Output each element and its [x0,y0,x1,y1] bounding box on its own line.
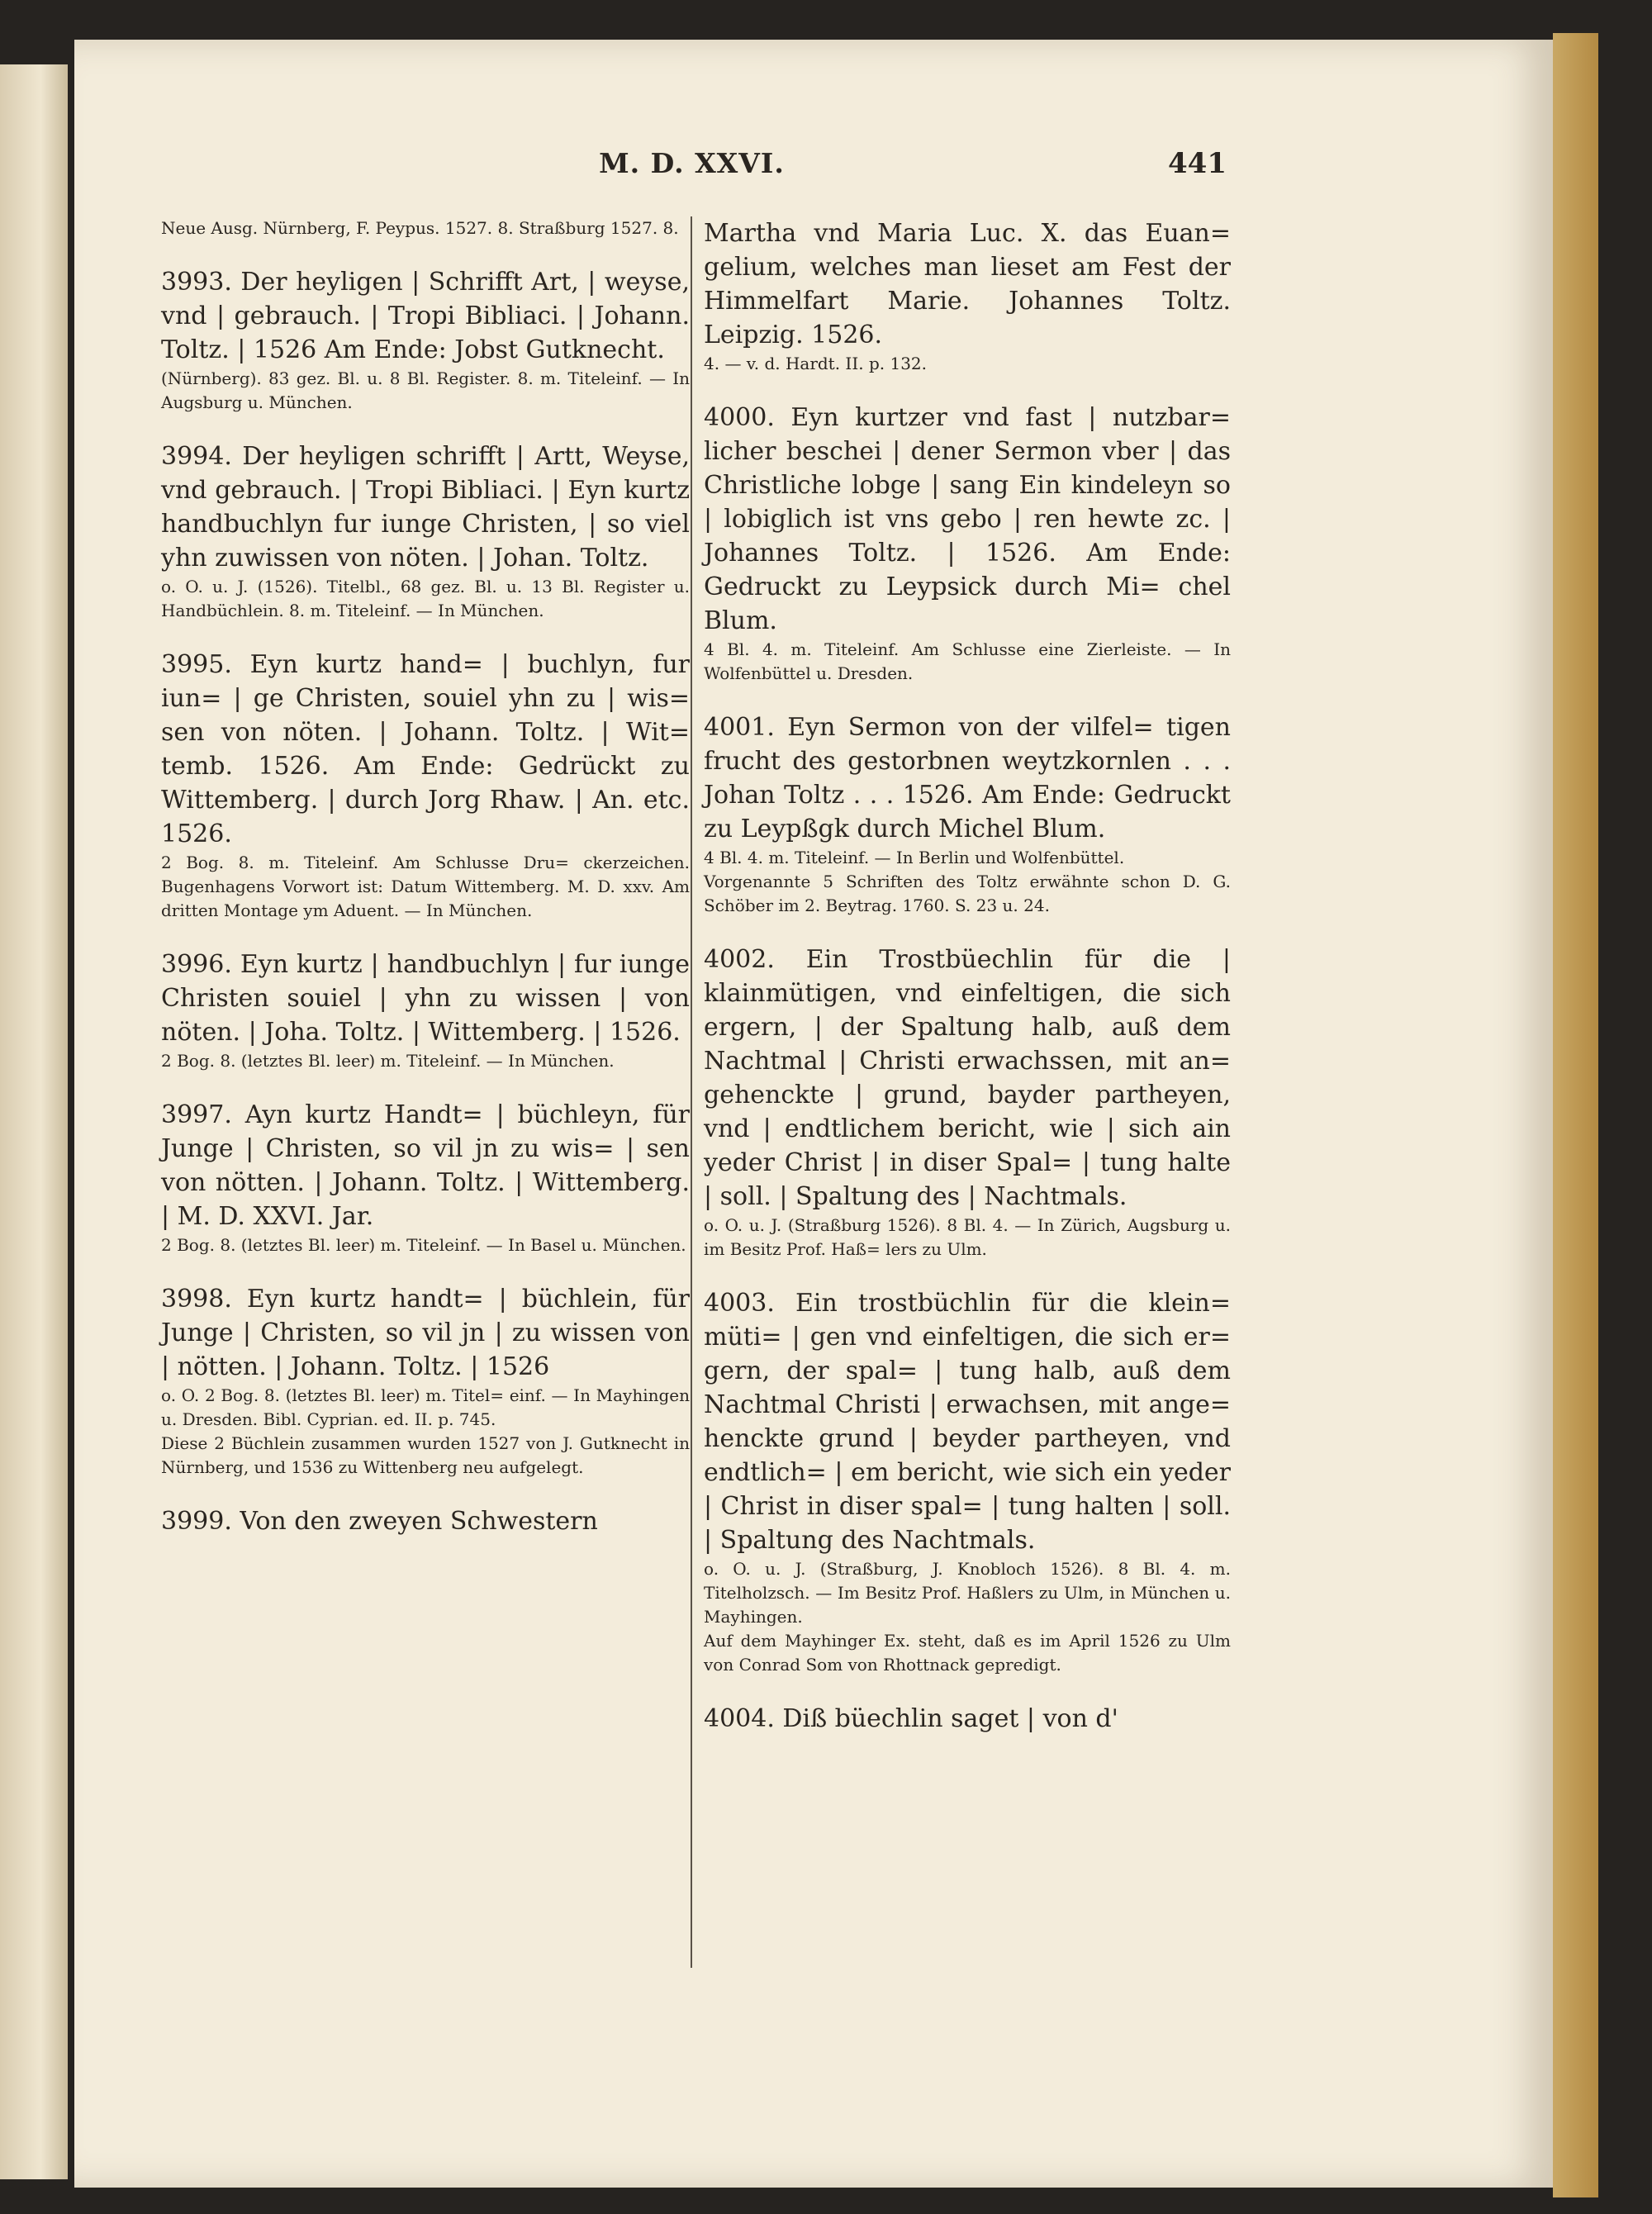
entry-note: Vorgenannte 5 Schriften des Toltz erwähnte schon D. G. Schöber im 2. Beytrag. 1760. S. 23 u. 24. [704,872,1231,915]
entry-title: 4002. Ein Trostbüechlin für die | klainmütigen, vnd einfeltigen, die sich ergern, | der Spaltung halb, auß dem Nachtmal | Christi erwachssen, mit an= gehenckte | grund, bayder partheyen, vnd | endtlichem bericht, wie | sich ain yeder Christ | in diser Spal= | tung halte | soll. | Spaltung des | Nachtmals. [704,945,1231,1211]
entry-title: 3994. Der heyligen schrifft | Artt, Weyse, vnd gebrauch. | Tropi Bibliaci. | Eyn kurtz handbuchlyn fur iunge Christen, | so viel yhn zuwissen von nöten. | Johan. Toltz. [161,442,690,573]
entry-note: (Nürnberg). 83 gez. Bl. u. 8 Bl. Register. 8. m. Titeleinf. — In Augsburg u. München. [161,368,690,412]
entry-note: Neue Ausg. Nürnberg, F. Peypus. 1527. 8. Straßburg 1527. 8. [161,218,679,238]
entry-note: 2 Bog. 8. (letztes Bl. leer) m. Titeleinf. — In München. [161,1051,615,1071]
entry-3997 [161,1098,690,1257]
entry-3995 [161,648,690,923]
entry-title: 4000. Eyn kurtzer vnd fast | nutzbar= licher beschei | dener Sermon vber | das Christliche lobge | sang Ein kindeleyn so | lobiglich ist vns gebo | ren hewte zc. | Johannes Toltz. | 1526. Am Ende: Gedruckt zu Leypsick durch Mi= chel Blum. [704,403,1231,635]
entry-title: 4003. Ein trostbüchlin für die klein= müti= | gen vnd einfeltigen, die sich er= gern, der spal= | tung halb, auß dem Nachtmal Christi | erwachsen, mit ange= henckte grund | beyder partheyen, vnd endtlich= | em bericht, wie sich ein yeder | Christ in diser spal= | tung halten | soll. | Spaltung des Nachtmals. [704,1289,1231,1555]
entry-title: Martha vnd Maria Luc. X. das Euan= gelium, welches man lieset am Fest der Himmelfart Marie. Johannes Toltz. Leipzig. 1526. [704,219,1231,349]
facing-page-edge [0,64,68,2179]
entry-note: 4 Bl. 4. m. Titeleinf. Am Schlusse eine Zierleiste. — In Wolfenbüttel u. Dresden. [704,639,1231,683]
entry-title: 3995. Eyn kurtz hand= | buchlyn, fur iun= | ge Christen, souiel yhn zu | wis= sen von nöten. | Johann. Toltz. | Wit= temb. 1526. Am Ende: Gedrückt zu Wittemberg. | durch Jorg Rhaw. | An. etc. 1526. [161,650,690,848]
entry-3999-continued [704,216,1231,376]
entry-note: 2 Bog. 8. m. Titeleinf. Am Schlusse Dru= ckerzeichen. Bugenhagens Vorwort ist: Datum Wittemberg. M. D. xxv. Am dritten Montage ym Aduent. — In München. [161,853,690,920]
entry-note: 2 Bog. 8. (letztes Bl. leer) m. Titeleinf. — In Basel u. München. [161,1235,686,1255]
entry-title: 4004. Diß büechlin saget | von d' [704,1704,1118,1733]
running-head: M. D. XXVI. [599,147,785,179]
entry-note: 4. — v. d. Hardt. II. p. 132. [704,354,927,373]
entry-3996 [161,948,690,1073]
entry-3998 [161,1282,690,1480]
entry-note: 4 Bl. 4. m. Titeleinf. — In Berlin und Wolfenbüttel. [704,848,1125,867]
entry-4002 [704,943,1231,1261]
entry-note: Diese 2 Büchlein zusammen wurden 1527 von J. Gutknecht in Nürnberg, und 1536 zu Wittenberg neu aufgelegt. [161,1433,690,1477]
entry-4001 [704,710,1231,918]
entry-4000 [704,401,1231,686]
entry-note: o. O. u. J. (Straßburg, J. Knobloch 1526). 8 Bl. 4. m. Titelholzsch. — Im Besitz Prof. Haßlers zu Ulm, in München u. Mayhingen. [704,1559,1231,1627]
entry-title: 3996. Eyn kurtz | handbuchlyn | fur iunge Christen souiel | yhn zu wissen | von nöten. | Joha. Toltz. | Wittemberg. | 1526. [161,950,690,1047]
entry-title: 3998. Eyn kurtz handt= | büchlein, für Junge | Christen, so vil jn | zu wissen von | nötten. | Johann. Toltz. | 1526 [161,1285,690,1381]
page-header [157,147,1227,188]
entry-4003 [704,1286,1231,1677]
right-column [704,216,1231,1736]
entry-note: o. O. u. J. (1526). Titelbl., 68 gez. Bl. u. 13 Bl. Register u. Handbüchlein. 8. m. Titeleinf. — In München. [161,577,690,620]
entry-3999 [161,1504,690,1538]
entry-title: 4001. Eyn Sermon von der vilfel= tigen frucht des gestorbnen weytzkornlen . . . Johan Toltz . . . 1526. Am Ende: Gedruckt zu Leypßgk durch Michel Blum. [704,713,1231,843]
entry-title: 3999. Von den zweyen Schwestern [161,1507,598,1536]
column-divider [691,216,692,1968]
entry-3993 [161,265,690,415]
entry-note: o. O. 2 Bog. 8. (letztes Bl. leer) m. Titel= einf. — In Mayhingen u. Dresden. Bibl. Cyprian. ed. II. p. 745. [161,1385,690,1429]
entry-note: Auf dem Mayhinger Ex. steht, daß es im April 1526 zu Ulm von Conrad Som von Rhottnack gepredigt. [704,1631,1231,1675]
entry-title: 3993. Der heyligen | Schrifft Art, | weyse, vnd | gebrauch. | Tropi Bibliaci. | Johann. Toltz. | 1526 Am Ende: Jobst Gutknecht. [161,268,690,364]
entry-4004 [704,1702,1231,1736]
page-number: 441 [1168,147,1227,180]
entry [161,216,690,240]
entry-3994 [161,439,690,623]
book-cover-edge [1553,33,1598,2197]
entry-note: o. O. u. J. (Straßburg 1526). 8 Bl. 4. — In Zürich, Augsburg u. im Besitz Prof. Haß= lers zu Ulm. [704,1215,1231,1259]
left-column [161,216,690,1538]
entry-title: 3997. Ayn kurtz Handt= | büchleyn, für Junge | Christen, so vil jn zu wis= | sen von nötten. | Johann. Toltz. | Wittemberg. | M. D. XXVI. Jar. [161,1100,690,1231]
